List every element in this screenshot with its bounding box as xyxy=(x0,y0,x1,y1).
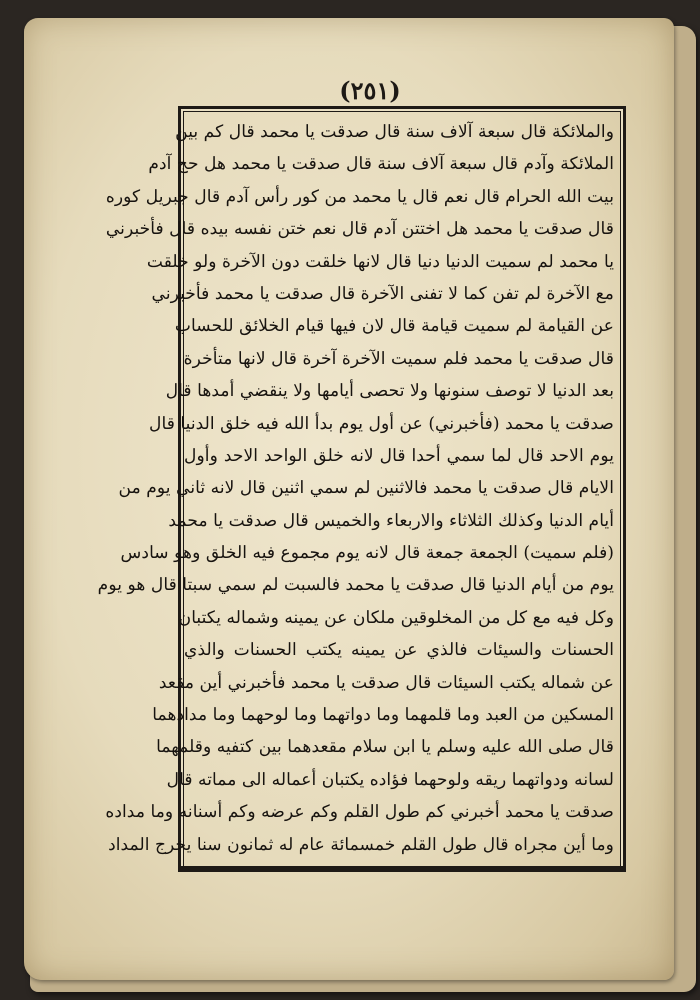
text-line: قال صدقت يا محمد هل اختتن آدم قال نعم ختن نفسه بيده قال فأخبرني xyxy=(105,219,614,240)
text-line: يوم الاحد قال لما سمي أحدا قال لانه خلق الواحد الاحد وأول xyxy=(184,445,614,466)
text-line: يوم من أيام الدنيا قال صدقت يا محمد فالسبت لم سمي سبتا قال هو يوم xyxy=(97,575,614,596)
text-line: عن القيامة لم سميت قيامة قال لان فيها قيام الخلائق للحساب xyxy=(174,316,614,337)
text-line: والملائكة قال سبعة آلاف سنة قال صدقت يا محمد قال كم بين xyxy=(175,122,614,142)
text-line: يا محمد لم سميت الدنيا دنيا قال لانها خلقت دون الآخرة ولو خلقت xyxy=(146,251,614,272)
text-line: وما أين مجراه قال طول القلم خمسمائة عام له ثمانون سنا يخرج المداد xyxy=(108,834,614,855)
text-line: صدقت يا محمد (فأخبرني) عن أول يوم بدأ الله فيه خلق الدنيا قال xyxy=(149,413,614,434)
arabic-text-block xyxy=(97,116,614,862)
text-line: عن شماله يكتب السيئات قال صدقت يا محمد فأخبرني أين مقعد xyxy=(158,672,614,693)
text-line: صدقت يا محمد أخبرني كم طول القلم وكم عرضه وكم أسنانه وما مداده xyxy=(105,802,614,823)
bottom-rule xyxy=(178,866,626,869)
text-line: بعد الدنيا لا توصف سنونها ولا تحصى أيامها ولا ينقضي أمدها قال xyxy=(165,381,614,402)
text-line: أيام الدنيا وكذلك الثلاثاء والاربعاء والخميس قال صدقت يا محمد xyxy=(168,510,614,531)
text-line: قال صدقت يا محمد فلم سميت الآخرة آخرة قال لانها متأخرة xyxy=(183,348,614,369)
page-number: (٢٥١) xyxy=(339,76,401,105)
text-line: قال صلى الله عليه وسلم يا ابن سلام مقعدهما بين كتفيه وقلمهما xyxy=(156,737,614,758)
text-line: لسانه ودواتهما ريقه ولوحهما فؤاده يكتبان أعماله الى مماته قال xyxy=(166,769,614,790)
text-line: الحسنات والسيئات فالذي عن يمينه يكتب الحسنات والذي xyxy=(184,640,614,661)
text-line: وكل فيه مع كل من المخلوقين ملكان عن يمينه وشماله يكتبان xyxy=(178,607,614,628)
text-line: بيت الله الحرام قال نعم قال يا محمد من كور رأس آدم قال جبريل كوره xyxy=(105,186,614,207)
text-line: المسكين من العبد وما قلمهما وما دواتهما وما لوحهما وما مدادهما xyxy=(152,705,614,726)
text-line: الايام قال صدقت يا محمد فالاثنين لم سمي اثنين قال لانه ثاني يوم من xyxy=(118,478,614,499)
text-line: (فلم سميت) الجمعة جمعة قال لانه يوم مجموع فيه الخلق وهو سادس xyxy=(120,543,614,564)
text-line: مع الآخرة لم تفن كما لا تفنى الآخرة قال صدقت يا محمد فأخبرني xyxy=(151,283,614,304)
text-line: الملائكة وآدم قال سبعة آلاف سنة قال صدقت يا محمد هل حج آدم xyxy=(148,154,614,175)
